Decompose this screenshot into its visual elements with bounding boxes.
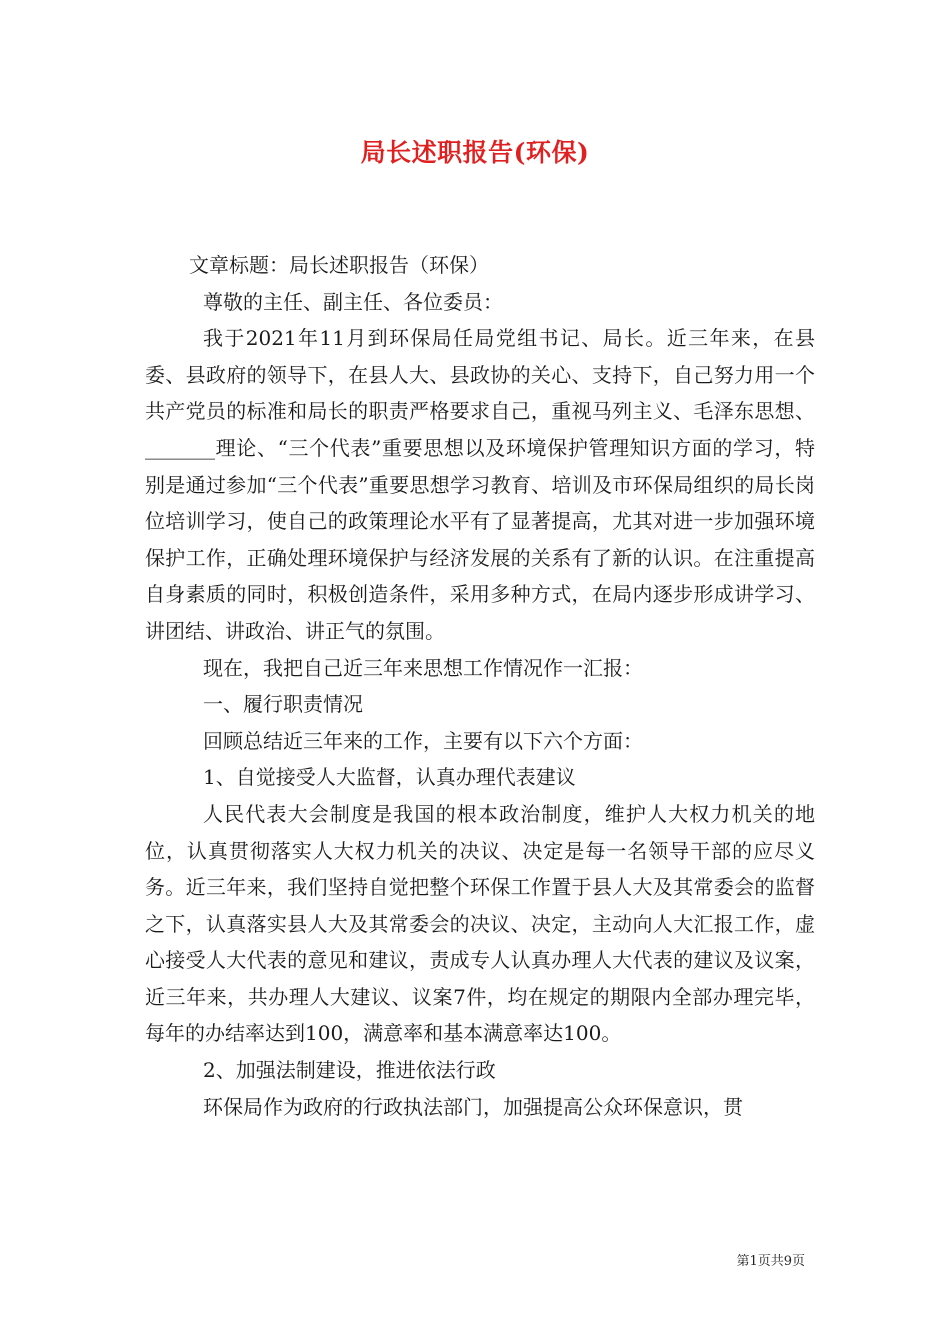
salutation: 尊敬的主任、副主任、各位委员： [203, 289, 503, 314]
article-title-line: 文章标题：局长述职报告（环保） [189, 253, 489, 277]
review-summary: 回顾总结近三年来的工作，主要有以下六个方面： [203, 728, 643, 753]
subheading-2: 2、加强法制建设，推进依法行政 [203, 1058, 496, 1083]
page-number: 第1页共9页 [736, 1254, 805, 1269]
npc-supervision-paragraph: 人民代表大会制度是我国的根本政治制度，维护人大权力机关的地位，认真贯彻落实人大权力机关的决议、决定是每一名领导干部的应尽义务。近三年来，我们坚持自觉把整个环保工作置于县人大及其常委会的监督之下，认真落实县人大及其常委会的决议、决定，主动向人大汇报工作，虚心接受人大代表的意见和建议，责成专人认真办理人大代表的建议及议案，近三年来，共办理人大建议、议案7件，均在规定的期限内全部办理完毕，每年的办结率达到100，满意率和基本满意率达100。 [145, 801, 815, 1046]
subheading-1: 1、自觉接受人大监督，认真办理代表建议 [203, 765, 576, 790]
document-body [145, 247, 815, 1125]
section-heading-1: 一、履行职责情况 [203, 692, 363, 717]
law-enforcement-paragraph: 环保局作为政府的行政执法部门，加强提高公众环保意识，贯 [203, 1094, 743, 1119]
report-intro: 现在，我把自己近三年来思想工作情况作一汇报： [203, 655, 643, 680]
intro-paragraph: 我于2021年11月到环保局任局党组书记、局长。近三年来，在县委、县政府的领导下，在县人大、县政协的关心、支持下，自己努力用一个共产党员的标准和局长的职责严格要求自己，重视马列主义、毛泽东思想、_______理论、“三个代表”重要思想以及环境保护管理知识方面的学习，特别是通过参加“三个代表”重要思想学习教育、培训及市环保局组织的局长岗位培训学习，使自己的政策理论水平有了显著提高，尤其对进一步加强环境保护工作，正确处理环境保护与经济发展的关系有了新的认识。在注重提高自身素质的同时，积极创造条件，采用多种方式，在局内逐步形成讲学习、讲团结、讲政治、讲正气的氛围。 [145, 326, 815, 643]
document-title: 局长述职报告(环保) [360, 138, 590, 167]
